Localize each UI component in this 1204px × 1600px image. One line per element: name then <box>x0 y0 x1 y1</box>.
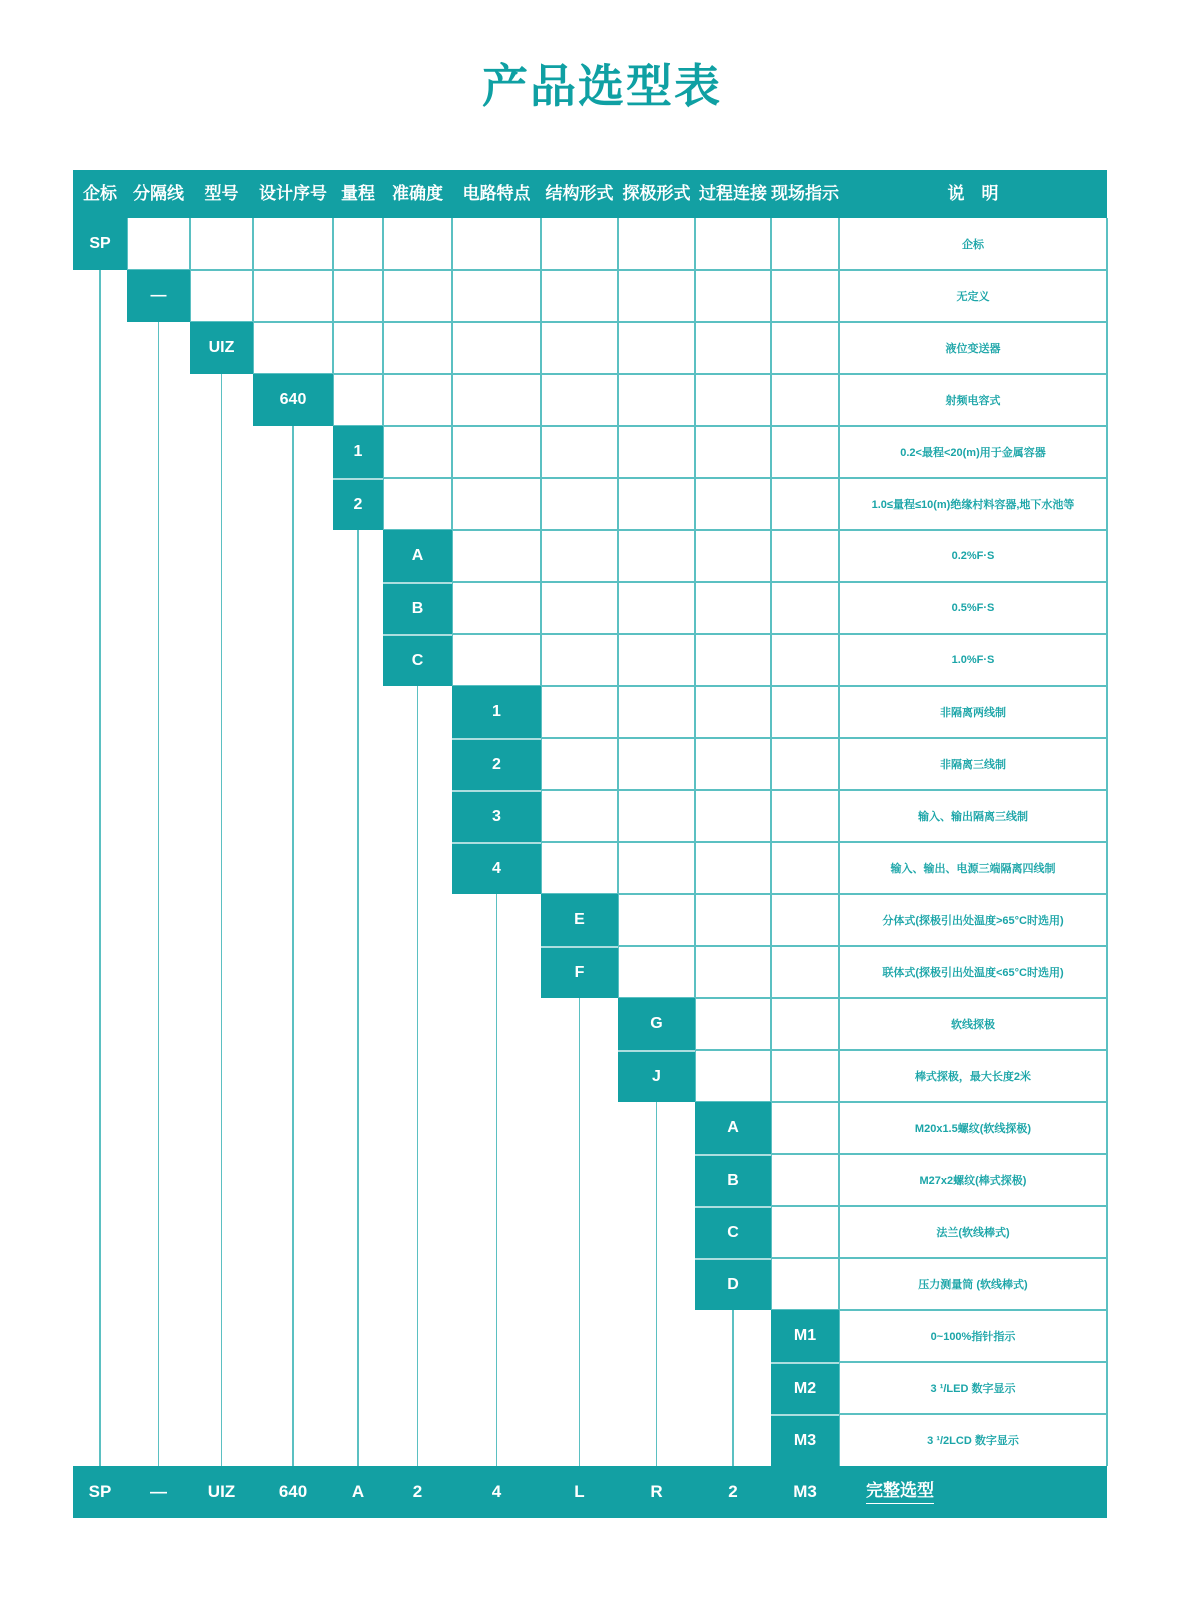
row-description: 3 ¹/2LCD 数字显示 <box>927 1435 1019 1447</box>
column-header-4: 设计序号 <box>259 184 327 203</box>
code-cell-M3: M3 <box>771 1414 839 1466</box>
row-description: 非隔离三线制 <box>940 759 1006 771</box>
code-cell-3: 3 <box>452 790 541 842</box>
code-cell-SP: SP <box>73 218 127 270</box>
summary-code-10: 2 <box>728 1482 738 1501</box>
row-description: 无定义 <box>956 291 990 303</box>
row-description: 0.2<最程<20(m)用于金属容器 <box>900 447 1046 459</box>
column-continuation-line <box>496 894 498 1466</box>
summary-code-2: — <box>150 1482 167 1501</box>
row-description: 射频电容式 <box>945 395 1001 407</box>
row-description: 联体式(探极引出处温度<65°C时选用) <box>882 967 1064 979</box>
summary-label: 完整选型 <box>866 1466 934 1504</box>
column-header-9: 探极形式 <box>622 184 691 203</box>
code-cell-4: 4 <box>452 842 541 894</box>
column-header-6: 准确度 <box>392 184 443 203</box>
row-description: 0.5%F·S <box>951 602 995 614</box>
summary-code-6: 2 <box>412 1482 423 1501</box>
code-cell-A: A <box>383 530 452 582</box>
row-description: 0~100%指针指示 <box>930 1331 1016 1343</box>
column-header-5: 量程 <box>341 184 375 203</box>
summary-code-3: UIZ <box>207 1482 236 1501</box>
column-header-7: 电路特点 <box>462 184 531 203</box>
column-header-11: 现场指示 <box>771 184 839 203</box>
column-header-2: 分隔线 <box>133 184 184 203</box>
code-cell-D: D <box>695 1258 771 1310</box>
product-selection-table <box>73 170 1107 1518</box>
row-description: 0.2%F·S <box>951 550 995 562</box>
row-description: 软线探极 <box>951 1019 995 1031</box>
code-cell-—: — <box>127 270 190 322</box>
column-header-12: 说 明 <box>947 184 999 203</box>
column-continuation-line <box>99 270 101 1466</box>
summary-code-1: SP <box>88 1482 112 1501</box>
summary-code-4: 640 <box>278 1482 308 1501</box>
row-description: 液位变送器 <box>945 343 1001 355</box>
row-description: 1.0≤量程≤10(m)绝缘村料容器,地下水池等 <box>871 499 1075 511</box>
row-description: 非隔离两线制 <box>940 707 1006 719</box>
column-continuation-line <box>158 322 160 1466</box>
code-cell-UIZ: UIZ <box>190 322 253 374</box>
column-header-10: 过程连接 <box>699 184 767 203</box>
code-cell-A: A <box>695 1102 771 1154</box>
row-description: 3 ¹/LED 数字显示 <box>930 1383 1016 1395</box>
code-cell-M1: M1 <box>771 1310 839 1362</box>
page-title: 产品选型表 <box>482 60 722 112</box>
code-cell-B: B <box>695 1154 771 1206</box>
summary-code-8: L <box>574 1482 585 1501</box>
code-cell-2: 2 <box>333 478 383 530</box>
column-header-1: 企标 <box>83 184 117 203</box>
summary-code-5: A <box>351 1482 365 1501</box>
row-description: 棒式探极，最大长度2米 <box>914 1071 1032 1083</box>
column-continuation-line <box>579 998 581 1466</box>
table-header-row <box>73 170 1107 218</box>
code-cell-E: E <box>541 894 618 946</box>
summary-code-7: 4 <box>491 1482 502 1501</box>
column-continuation-line <box>221 374 223 1466</box>
column-continuation-line <box>357 530 359 1466</box>
row-description: 输入、输出、电源三端隔离四线制 <box>890 863 1056 875</box>
column-header-8: 结构形式 <box>545 184 614 203</box>
code-cell-1: 1 <box>452 686 541 738</box>
column-continuation-line <box>732 1310 734 1466</box>
code-cell-640: 640 <box>253 374 333 426</box>
row-description: 输入、输出隔离三线制 <box>918 811 1028 823</box>
summary-code-11: M3 <box>793 1482 817 1501</box>
row-description: 1.0%F·S <box>951 654 995 666</box>
row-description: M27x2螺纹(棒式探极) <box>919 1175 1027 1187</box>
grid-line <box>694 218 696 1102</box>
code-cell-F: F <box>541 946 618 998</box>
code-cell-M2: M2 <box>771 1362 839 1414</box>
row-description: 企标 <box>962 239 984 251</box>
code-cell-1: 1 <box>333 426 383 478</box>
row-description: 压力测量筒 (软线棒式) <box>918 1279 1028 1291</box>
column-header-3: 型号 <box>204 184 239 203</box>
code-cell-2: 2 <box>452 738 541 790</box>
code-cell-J: J <box>618 1050 695 1102</box>
summary-row <box>73 1466 1107 1518</box>
code-cell-B: B <box>383 582 452 634</box>
summary-code-9: R <box>650 1482 663 1501</box>
row-description: 法兰(软线棒式) <box>936 1227 1010 1239</box>
code-cell-C: C <box>383 634 452 686</box>
code-cell-G: G <box>618 998 695 1050</box>
row-description: 分体式(探极引出处温度>65°C时选用) <box>882 915 1064 927</box>
grid-line <box>617 218 619 998</box>
column-continuation-line <box>656 1102 658 1466</box>
row-description: M20x1.5螺纹(软线探极) <box>914 1123 1032 1135</box>
column-continuation-line <box>417 686 419 1466</box>
code-cell-C: C <box>695 1206 771 1258</box>
column-continuation-line <box>292 426 294 1466</box>
